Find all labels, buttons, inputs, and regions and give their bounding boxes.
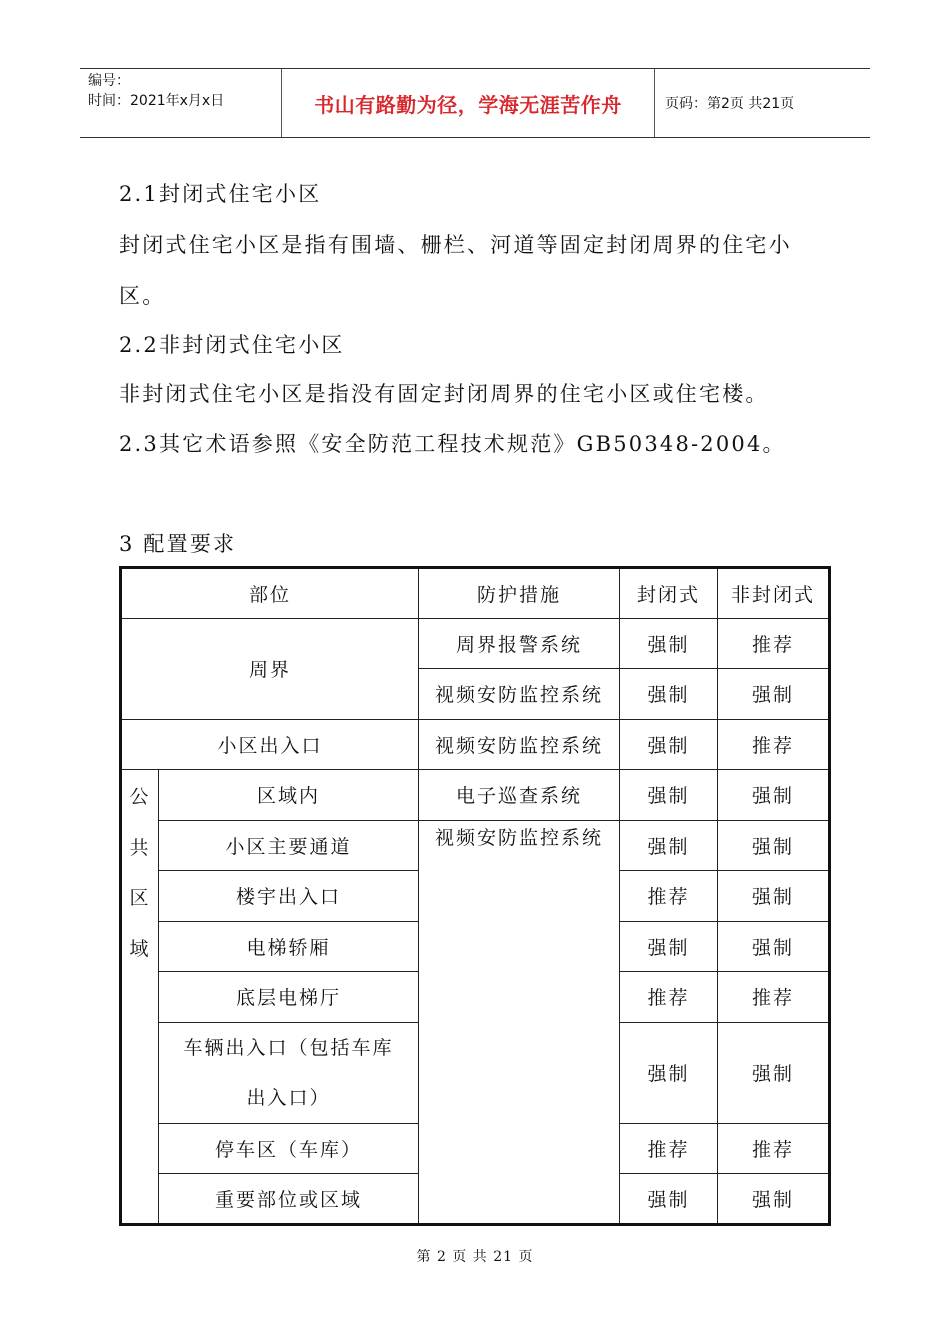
header-measure: 防护措施 xyxy=(419,568,620,619)
table-row xyxy=(121,770,830,821)
perimeter-label: 周界 xyxy=(121,618,419,719)
entrance-label: 小区出入口 xyxy=(121,719,419,770)
closed-cell: 强制 xyxy=(620,719,718,770)
header-closed: 封闭式 xyxy=(620,568,718,619)
open-cell: 强制 xyxy=(718,871,830,922)
header-open: 非封闭式 xyxy=(718,568,830,619)
group-char: 公 xyxy=(129,786,151,808)
open-cell: 强制 xyxy=(718,770,830,821)
group-char: 域 xyxy=(129,937,151,960)
open-cell: 强制 xyxy=(718,1174,830,1225)
closed-cell: 强制 xyxy=(620,618,718,669)
measure-cell: 周界报警系统 xyxy=(419,618,620,669)
location-line: 车辆出入口（包括车库 xyxy=(183,1036,394,1059)
location-cell: 小区主要通道 xyxy=(159,820,419,871)
closed-cell: 推荐 xyxy=(620,871,718,922)
closed-cell: 推荐 xyxy=(620,1123,718,1174)
page-footer: 第 2 页 共 21 页 xyxy=(416,1249,534,1265)
measure-cell: 电子巡查系统 xyxy=(419,770,620,821)
table-header-row xyxy=(121,568,830,619)
paragraph-line: 封闭式住宅小区是指有围墙、栅栏、河道等固定封闭周界的住宅小 xyxy=(119,233,792,257)
location-cell: 区域内 xyxy=(159,770,419,821)
location-cell: 重要部位或区域 xyxy=(159,1174,419,1225)
public-area-group-label xyxy=(121,770,159,1225)
table-row xyxy=(121,719,830,770)
closed-cell: 推荐 xyxy=(620,972,718,1023)
open-cell: 推荐 xyxy=(718,972,830,1023)
open-cell: 强制 xyxy=(718,669,830,720)
page-header xyxy=(80,68,870,138)
open-cell: 推荐 xyxy=(718,1123,830,1174)
section-3-heading: 3 配置要求 xyxy=(119,532,237,556)
open-cell: 强制 xyxy=(718,921,830,972)
group-char: 共 xyxy=(129,836,151,859)
location-line: 出入口） xyxy=(246,1086,331,1109)
closed-cell: 强制 xyxy=(620,921,718,972)
config-table xyxy=(119,566,831,1226)
paragraph-line: 区。 xyxy=(119,284,166,308)
group-char: 区 xyxy=(129,887,151,909)
header-meta xyxy=(80,69,282,137)
location-cell xyxy=(159,1022,419,1123)
location-cell: 电梯轿厢 xyxy=(159,921,419,972)
open-cell: 强制 xyxy=(718,1022,830,1123)
header-code: 编号： xyxy=(88,73,130,89)
section-2-2-heading: 2.2非封闭式住宅小区 xyxy=(119,333,345,357)
location-cell: 楼宇出入口 xyxy=(159,871,419,922)
section-2-1-heading: 2.1封闭式住宅小区 xyxy=(119,182,322,206)
header-motto: 书山有路勤为径，学海无涯苦作舟 xyxy=(314,92,622,117)
open-cell: 推荐 xyxy=(718,719,830,770)
closed-cell: 强制 xyxy=(620,1174,718,1225)
section-2-3-text: 2.3其它术语参照《安全防范工程技术规范》GB50348-2004。 xyxy=(119,432,786,456)
closed-cell: 强制 xyxy=(620,770,718,821)
closed-cell: 强制 xyxy=(620,820,718,871)
paragraph-line: 非封闭式住宅小区是指没有固定封闭周界的住宅小区或住宅楼。 xyxy=(119,382,769,406)
closed-cell: 强制 xyxy=(620,669,718,720)
location-cell: 底层电梯厅 xyxy=(159,972,419,1023)
table-row xyxy=(121,618,830,669)
open-cell: 强制 xyxy=(718,820,830,871)
header-time: 时间：2021年x月x日 xyxy=(88,93,225,109)
measure-cell: 视频安防监控系统 xyxy=(419,669,620,720)
location-cell: 停车区（车库） xyxy=(159,1123,419,1174)
closed-cell: 强制 xyxy=(620,1022,718,1123)
header-page-info: 页码：第2页 共21页 xyxy=(654,69,870,137)
measure-cell-merged: 视频安防监控系统 xyxy=(419,820,620,1224)
open-cell: 推荐 xyxy=(718,618,830,669)
measure-cell: 视频安防监控系统 xyxy=(419,719,620,770)
header-location: 部位 xyxy=(121,568,419,619)
table-row xyxy=(121,820,830,871)
